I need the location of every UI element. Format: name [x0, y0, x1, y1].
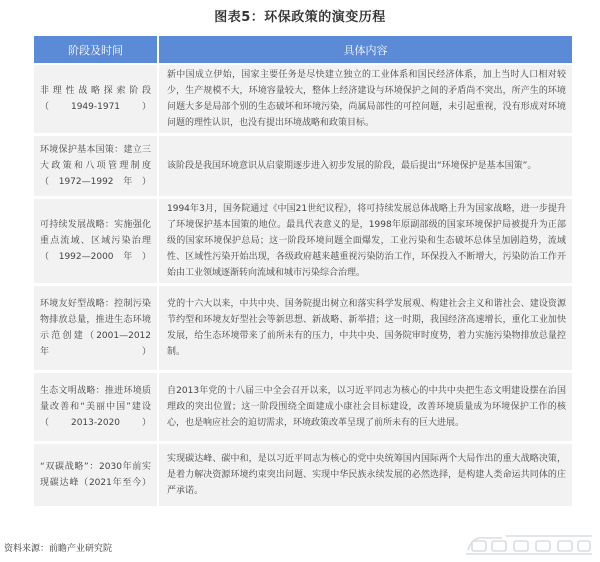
- stage-cell: 非理性战略探索阶段（1949-1971）: [34, 64, 158, 135]
- source-note: 资料来源：前瞻产业研究院: [4, 544, 113, 554]
- detail-cell: 实现碳达峰、碳中和，是以习近平同志为核心的党中央统筹国内国际两个大局作出的重大战略决策，是着力解决资源环境约束突出问题、实现中华民族永续发展的必然选择，是构建人类命运共同体的庄严承诺。: [158, 443, 572, 508]
- table-row: [34, 135, 572, 198]
- watermark-logo: [462, 530, 596, 558]
- header-stage: 阶段及时间: [34, 36, 158, 64]
- stage-cell: 环境友好型战略：控制污染物排放总量，推进生态环境示范创建（2001—2012年）: [34, 285, 158, 372]
- table-row: [34, 198, 572, 285]
- detail-cell: 新中国成立伊始，国家主要任务是尽快建立独立的工业体系和国民经济体系，加上当时人口相对较少，生产规模不大，环境容量较大，整体上经济建设与环境保护之间的矛盾尚不突出，所产生的环境问题大多是局部个别的生态破坏和环境污染，尚属局部性的可控问题，未引起重视，没有形成对环境问题的理性认识，也没有提出环境战略和政策目标。: [158, 64, 572, 135]
- table-row: [34, 372, 572, 443]
- detail-cell: 自2013年党的十八届三中全会召开以来，以习近平同志为核心的中共中央把生态文明建设摆在治国理政的突出位置；这一阶段围绕全面建成小康社会目标建设，改善环境质量成为环境保护工作的核心，也是响应社会的迫切需求，环境政策改革呈现了前所未有的巨大进展。: [158, 372, 572, 443]
- header-detail: 具体内容: [158, 36, 572, 64]
- stage-cell: 可持续发展战略：实施强化重点流域、区域污染治理（1992—2000年）: [34, 198, 158, 285]
- table-header-row: [34, 36, 572, 64]
- table-row: [34, 64, 572, 135]
- table-row: [34, 285, 572, 372]
- stage-cell: 生态文明战略：推进环境质量改善和“美丽中国”建设（2013-2020）: [34, 372, 158, 443]
- stage-cell: “双碳战略”：2030年前实现碳达峰（2021年至今）: [34, 443, 158, 508]
- detail-cell: 该阶段是我国环境意识从启蒙期逐步进入初步发展的阶段，最后提出“环境保护是基本国策”。: [158, 135, 572, 198]
- policy-table: [34, 36, 572, 509]
- detail-cell: 1994年3月，国务院通过《中国21世纪议程》，将可持续发展总体战略上升为国家战略，进一步提升了环境保护基本国策的地位。最具代表意义的是，1998年原副部级的国家环境保护局被提升为正部级的国家环境保护总局；这一阶段环境问题全面爆发，工业污染和生态破坏总体呈加剧趋势，流域性、区域性污染开始出现，各级政府越来越重视污染防治工作，环保投入不断增大，污染防治工作开始由工业领域逐渐转向流域和城市污染综合治理。: [158, 198, 572, 285]
- chart-title: 图表5：环保政策的演变历程: [214, 10, 386, 25]
- stage-cell: 环境保护基本国策：建立三大政策和八项管理制度（1972—1992年）: [34, 135, 158, 198]
- detail-cell: 党的十六大以来，中共中央、国务院提出树立和落实科学发展观、构建社会主义和谐社会、建设资源节约型和环境友好型社会等新思想、新战略、新举措；这一时期，我国经济高速增长，重化工业加快发展，给生态环境带来了前所未有的压力，中共中央、国务院审时度势，着力实施污染物排放总量控制。: [158, 285, 572, 372]
- table-row: [34, 443, 572, 508]
